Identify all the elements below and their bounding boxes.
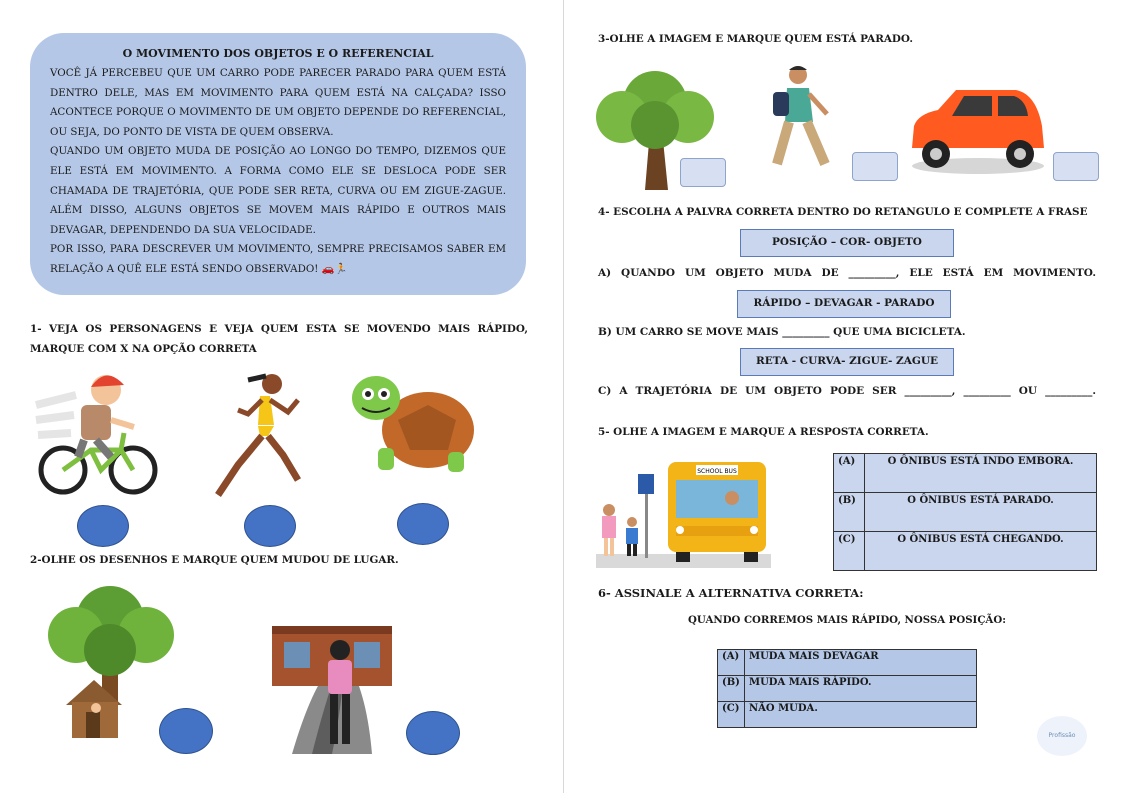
word-box-b: RÁPIDO – DEVAGAR - PARADO (737, 290, 951, 318)
option-text: O ÔNIBUS ESTÁ INDO EMBORA. (865, 454, 1097, 493)
school-bus-image (596, 458, 771, 570)
word-box-c: RETA - CURVA- ZIGUE- ZAGUE (740, 348, 954, 376)
question-4-text: 4- ESCOLHA A PALVRA CORRETA DENTRO DO RETANGULO E COMPLETE A FRASE (598, 206, 1088, 218)
option-letter: (A) (834, 454, 865, 493)
turtle-image (348, 370, 478, 480)
bus-sign-text: SCHOOL BUS (697, 468, 737, 475)
option-letter: (B) (718, 676, 745, 702)
question-3-text: 3-OLHE A IMAGEM E MARQUE QUEM ESTÁ PARADO. (598, 33, 913, 45)
table-row[interactable] (718, 650, 977, 676)
intro-paragraph-3: POR ISSO, PARA DESCREVER UM MOVIMENTO, SEMPRE PRECISAMOS SABER EM RELAÇÃO A QUÊ ELE ESTÁ SENDO OBSERVADO! 🚗🏃 (50, 243, 506, 275)
car-image (908, 86, 1048, 176)
question-6-prompt: QUANDO CORREMOS MAIS RÁPIDO, NOSSA POSIÇÃO: (688, 614, 1006, 626)
sentence-a: A) QUANDO UM OBJETO MUDA DE _________, ELE ESTÁ EM MOVIMENTO. (598, 267, 1096, 279)
table-row[interactable] (718, 702, 977, 728)
intro-title: O MOVIMENTO DOS OBJETOS E O REFERENCIAL (122, 47, 434, 60)
intro-box (30, 33, 526, 295)
girl-walking-to-school-image (272, 626, 392, 754)
page-divider (563, 0, 564, 793)
woman-running-image (208, 370, 308, 500)
answer-circle-runner[interactable] (244, 505, 296, 547)
watermark-logo: Profissão (1037, 716, 1087, 756)
answer-box-tree[interactable] (680, 158, 726, 187)
word-box-a: POSIÇÃO – COR- OBJETO (740, 229, 954, 257)
answer-circle-tree-house[interactable] (159, 708, 213, 754)
option-letter: (C) (834, 532, 865, 571)
table-row[interactable] (718, 676, 977, 702)
boy-on-bicycle-image (36, 365, 161, 500)
sentence-b: B) UM CARRO SE MOVE MAIS _________ QUE UMA BICICLETA. (598, 326, 966, 338)
intro-paragraph-1: VOCÊ JÁ PERCEBEU QUE UM CARRO PODE PARECER PARADO PARA QUEM ESTÁ DENTRO DELE, MAS EM MOVIMENTO PARA QUEM ESTÁ NA CALÇADA? ISSO ACONTECE PORQUE O MOVIMENTO DE UM OBJETO DEPENDE DO REFERENCIAL, OU SEJA, DO PONTO DE VISTA DE QUEM OBSERVA. (50, 67, 506, 138)
sentence-c: C) A TRAJETÓRIA DE UM OBJETO PODE SER _________, _________ OU _________. (598, 385, 1096, 397)
table-row[interactable] (834, 532, 1097, 571)
man-walking-image (765, 64, 845, 174)
question-5-options-table (833, 453, 1097, 571)
option-letter: (B) (834, 493, 865, 532)
question-1-text: 1- VEJA OS PERSONAGENS E VEJA QUEM ESTA SE MOVENDO MAIS RÁPIDO, MARQUE COM X NA OPÇÃO CORRETA (30, 323, 528, 355)
answer-box-man[interactable] (852, 152, 898, 181)
question-6-text: 6- ASSINALE A ALTERNATIVA CORRETA: (598, 586, 864, 600)
option-letter: (C) (718, 702, 745, 728)
table-row[interactable] (834, 493, 1097, 532)
option-text: MUDA MAIS RÁPIDO. (745, 676, 977, 702)
question-5-text: 5- OLHE A IMAGEM E MARQUE A RESPOSTA CORRETA. (598, 426, 929, 438)
option-text: O ÔNIBUS ESTÁ CHEGANDO. (865, 532, 1097, 571)
answer-circle-bike[interactable] (77, 505, 129, 547)
option-text: MUDA MAIS DEVAGAR (745, 650, 977, 676)
answer-circle-girl-school[interactable] (406, 711, 460, 755)
answer-circle-turtle[interactable] (397, 503, 449, 545)
intro-paragraph-2: QUANDO UM OBJETO MUDA DE POSIÇÃO AO LONGO DO TEMPO, DIZEMOS QUE ELE ESTÁ EM MOVIMENTO. A FORMA COMO ELE SE DESLOCA PODE SER CHAMADA DE TRAJETÓRIA, QUE PODE SER RETA, CURVA OU EM ZIGUE-ZAGUE. ALÉM DISSO, ALGUNS OBJETOS SE MOVEM MAIS RÁPIDO E OUTROS MAIS DEVAGAR, DEPENDENDO DA SUA VELOCIDADE. (50, 145, 506, 236)
option-letter: (A) (718, 650, 745, 676)
question-2-text: 2-OLHE OS DESENHOS E MARQUE QUEM MUDOU DE LUGAR. (30, 554, 399, 566)
option-text: O ÔNIBUS ESTÁ PARADO. (865, 493, 1097, 532)
option-text: NÃO MUDA. (745, 702, 977, 728)
table-row[interactable] (834, 454, 1097, 493)
answer-box-car[interactable] (1053, 152, 1099, 181)
question-6-options-table (717, 649, 977, 728)
